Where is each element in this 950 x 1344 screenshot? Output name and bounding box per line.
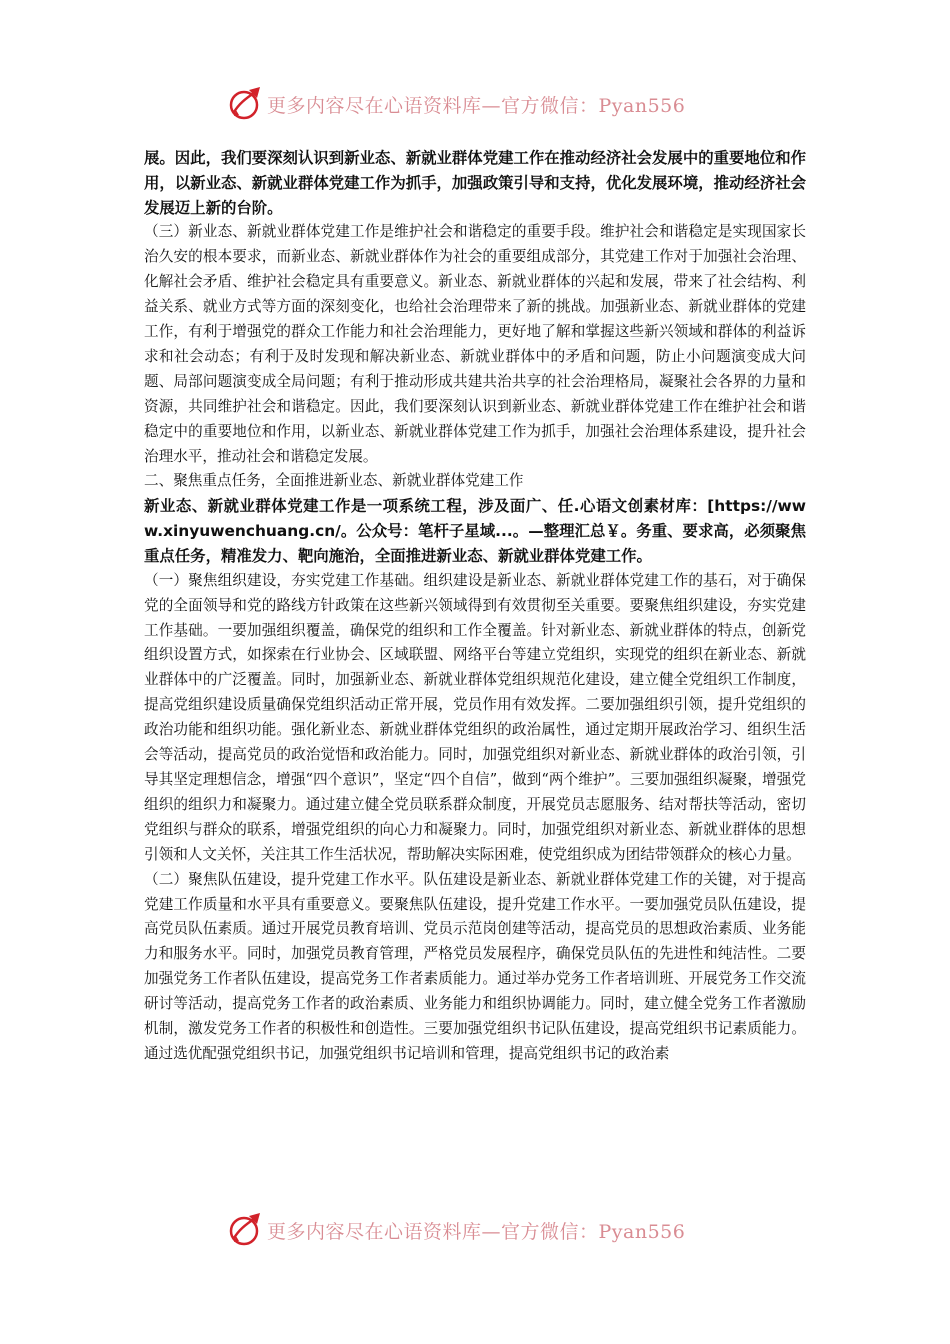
section-heading-2: 二、聚焦重点任务，全面推进新业态、新就业群体党建工作 bbox=[144, 472, 524, 490]
paragraph-5: （一）聚焦组织建设，夯实党建工作基础。组织建设是新业态、新就业群体党建工作的基石，对于确保党的全面领导和党的路线方针政策在这些新兴领域得到有效贯彻至关重要。要聚焦组织建设，夯实党建工作基础。一要加强组织覆盖，确保党的组织和工作全覆盖。针对新业态、新就业群体的特点，创新党组织设置方式，如探索在行业协会、区域联盟、网络平台等建立党组织，实现党的组织在新业态、新就业群体中的广泛覆盖。同时，加强新业态、新就业群体党组织规范化建设，建立健全党组织工作制度，提高党组织建设质量确保党组织活动正常开展，党员作用有效发挥。二要加强组织引领，提升党组织的政治功能和组织功能。强化新业态、新就业群体党组织的政治属性，通过定期开展政治学习、组织生活会等活动，提高党员的政治觉悟和政治能力。同时，加强党组织对新业态、新就业群体的政治引领，引导其坚定理想信念，增强“四个意识”，坚定“四个自信”，做到“两个维护”。三要加强组织凝聚，增强党组织的组织力和凝聚力。通过建立健全党员联系群众制度，开展党员志愿服务、结对帮扶等活动，密切党组织与群众的联系，增强党组织的向心力和凝聚力。同时，加强党组织对新业态、新就业群体的思想引领和人文关怀，关注其工作生活状况，帮助解决实际困难，使党组织成为团结带领群众的核心力量。 bbox=[144, 571, 806, 863]
paragraph-6: （二）聚焦队伍建设，提升党建工作水平。队伍建设是新业态、新就业群体党建工作的关键，对于提高党建工作质量和水平具有重要意义。要聚焦队伍建设，提升党建工作水平。一要加强党员队伍建设，提高党员队伍素质。通过开展党员教育培训、党员示范岗创建等活动，提高党员的思想政治素质、业务能力和服务水平。同时，加强党员教育管理，严格党员发展程序，确保党员队伍的先进性和纯洁性。二要加强党务工作者队伍建设，提高党务工作者素质能力。通过举办党务工作者培训班、开展党务工作交流研讨等活动，提高党务工作者的政治素质、业务能力和组织协调能力。同时，建立健全党务工作者激励机制，激发党务工作者的积极性和创造性。三要加强党组织书记队伍建设，提高党组织书记素质能力。通过选优配强党组织书记，加强党组织书记培训和管理，提高党组织书记的政治素 bbox=[144, 870, 806, 1062]
document-body bbox=[144, 146, 806, 1192]
top-watermark-text: 更多内容尽在心语资料库—官方微信：Pyan556 bbox=[267, 94, 686, 117]
paragraph-2: （三）新业态、新就业群体党建工作是维护社会和谐稳定的重要手段。维护社会和谐稳定是实现国家长治久安的根本要求，而新业态、新就业群体作为社会的重要组成部分，其党建工作对于加强社会治理、化解社会矛盾、维护社会稳定具有重要意义。新业态、新就业群体的兴起和发展，带来了社会结构、利益关系、就业方式等方面的深刻变化，也给社会治理带来了新的挑战。加强新业态、新就业群体的党建工作，有利于增强党的群众工作能力和社会治理能力，更好地了解和掌握这些新兴领域和群体的利益诉求和社会动态；有利于及时发现和解决新业态、新就业群体中的矛盾和问题，防止小问题演变成大问题、局部问题演变成全局问题；有利于推动形成共建共治共享的社会治理格局，凝聚社会各界的力量和资源，共同维护社会和谐稳定。因此，我们要深刻认识到新业态、新就业群体党建工作在维护社会和谐稳定中的重要地位和作用，以新业态、新就业群体党建工作为抓手，加强社会治理体系建设，提升社会治理水平，推动社会和谐稳定发展。 bbox=[144, 223, 806, 465]
paragraph-4: 新业态、新就业群体党建工作是一项系统工程，涉及面广、任.心语文创素材库：[https://www.xinyuwenchuang.cn/。公众号：笔杆子星域...。—整理汇总￥。务重、要求高，必须聚焦重点任务，精准发力、靶向施治，全面推进新业态、新就业群体党建工作。 bbox=[144, 497, 806, 565]
bottom-watermark-banner bbox=[225, 1210, 685, 1250]
pen-nib-logo-icon bbox=[225, 84, 265, 124]
bottom-watermark-text: 更多内容尽在心语资料库—官方微信：Pyan556 bbox=[267, 1220, 686, 1243]
top-watermark-banner bbox=[225, 84, 685, 124]
pen-nib-logo-icon bbox=[225, 1210, 265, 1250]
paragraph-1: 展。因此，我们要深刻认识到新业态、新就业群体党建工作在推动经济社会发展中的重要地位和作用，以新业态、新就业群体党建工作为抓手，加强政策引导和支持，优化发展环境，推动经济社会发展迈上新的台阶。 bbox=[144, 149, 806, 217]
